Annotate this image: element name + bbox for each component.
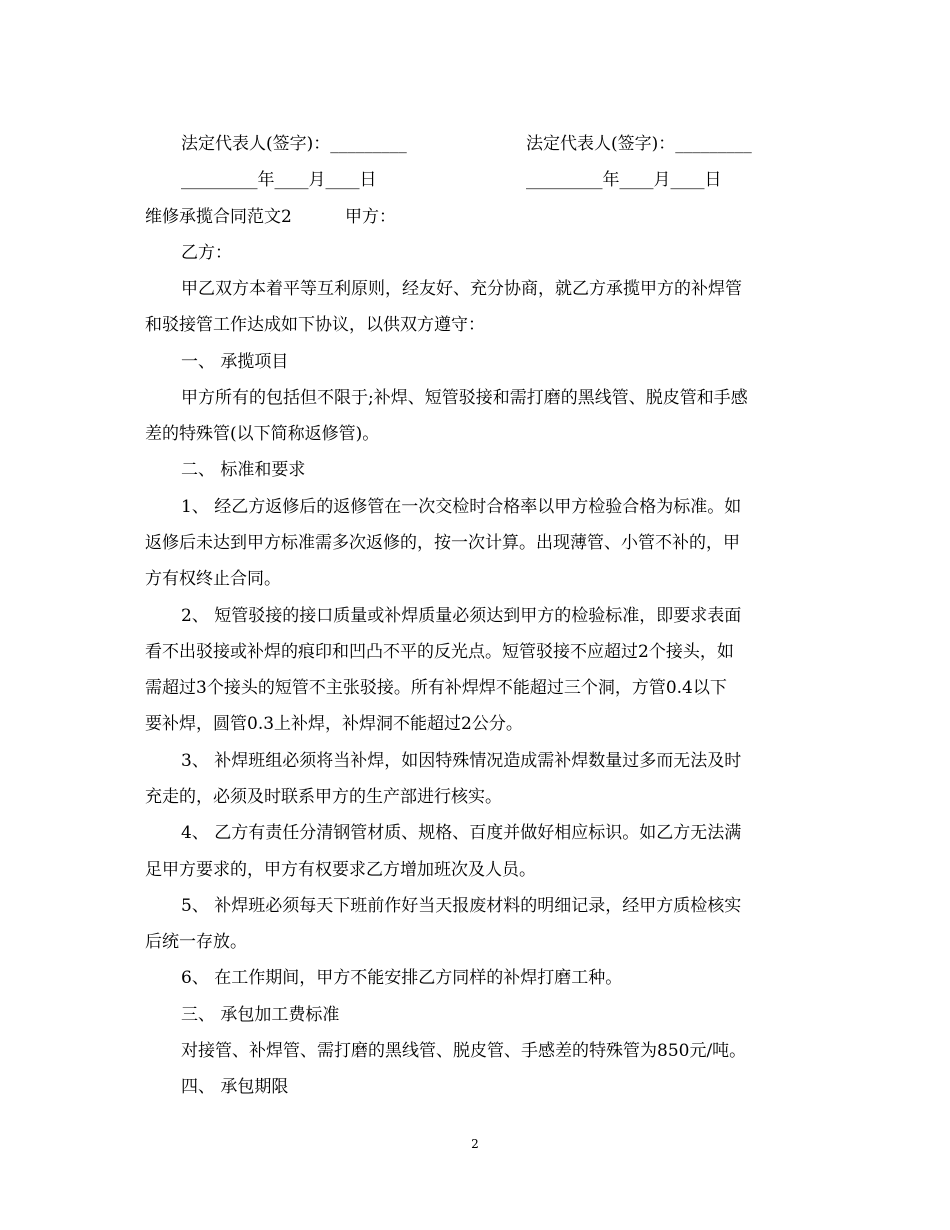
clause-line: 3、 补焊班组必须将当补焊，如因特殊情况造成需补焊数量过多而无法及时 xyxy=(181,751,742,771)
section-heading: 三、 承包加工费标准 xyxy=(181,1005,340,1025)
clause-line: 看不出驳接或补焊的痕印和凹凸不平的反光点。短管驳接不应超过2个接头，如 xyxy=(145,642,734,662)
party-b-label: 乙方： xyxy=(181,243,232,263)
body-line: 对接管、补焊管、需打磨的黑线管、脱皮管、手感差的特殊管为850元/吨。 xyxy=(181,1041,747,1061)
clause-line: 1、 经乙方返修后的返修管在一次交检时合格率以甲方检验合格为标准。如 xyxy=(181,497,742,517)
document-title: 维修承揽合同范文2 xyxy=(145,207,292,227)
clause-line: 方有权终止合同。 xyxy=(145,569,281,589)
body-line: 和驳接管工作达成如下协议，以供双方遵守： xyxy=(145,315,485,335)
clause-line: 需超过3个接头的短管不主张驳接。所有补焊焊不能超过三个洞，方管0.4以下 xyxy=(145,678,727,698)
body-line: 甲乙双方本着平等互利原则，经友好、充分协商，就乙方承揽甲方的补焊管 xyxy=(181,279,742,299)
clause-line: 6、 在工作期间，甲方不能安排乙方同样的补焊打磨工种。 xyxy=(181,968,623,988)
clause-line: 后统一存放。 xyxy=(145,932,247,952)
clause-line: 5、 补焊班必须每天下班前作好当天报废材料的明细记录，经甲方质检核实 xyxy=(181,896,742,916)
page-number: 2 xyxy=(471,1137,479,1151)
signature-left-rep: 法定代表人(签字)：_________ xyxy=(181,134,407,154)
signature-right-date: _________年____月____日 xyxy=(526,170,722,190)
clause-line: 2、 短管驳接的接口质量或补焊质量必须达到甲方的检验标准，即要求表面 xyxy=(181,606,742,626)
section-heading: 四、 承包期限 xyxy=(181,1077,289,1097)
signature-left-date: _________年____月____日 xyxy=(181,170,377,190)
signature-right-rep: 法定代表人(签字)：_________ xyxy=(526,134,752,154)
body-line: 甲方所有的包括但不限于;补焊、短管驳接和需打磨的黑线管、脱皮管和手感 xyxy=(181,388,748,408)
clause-line: 要补焊，圆管0.3上补焊，补焊洞不能超过2公分。 xyxy=(145,714,523,734)
clause-line: 足甲方要求的，甲方有权要求乙方增加班次及人员。 xyxy=(145,860,536,880)
section-heading: 二、 标准和要求 xyxy=(181,460,306,480)
clause-line: 4、 乙方有责任分清钢管材质、规格、百度并做好相应标识。如乙方无法满 xyxy=(181,823,742,843)
clause-line: 返修后未达到甲方标准需多次返修的，按一次计算。出现薄管、小管不补的，甲 xyxy=(145,533,740,553)
party-a-label: 甲方： xyxy=(345,207,396,227)
clause-line: 充走的，必须及时联系甲方的生产部进行核实。 xyxy=(145,787,502,807)
body-line: 差的特殊管(以下简称返修管)。 xyxy=(145,424,380,444)
section-heading: 一、 承揽项目 xyxy=(181,352,289,372)
